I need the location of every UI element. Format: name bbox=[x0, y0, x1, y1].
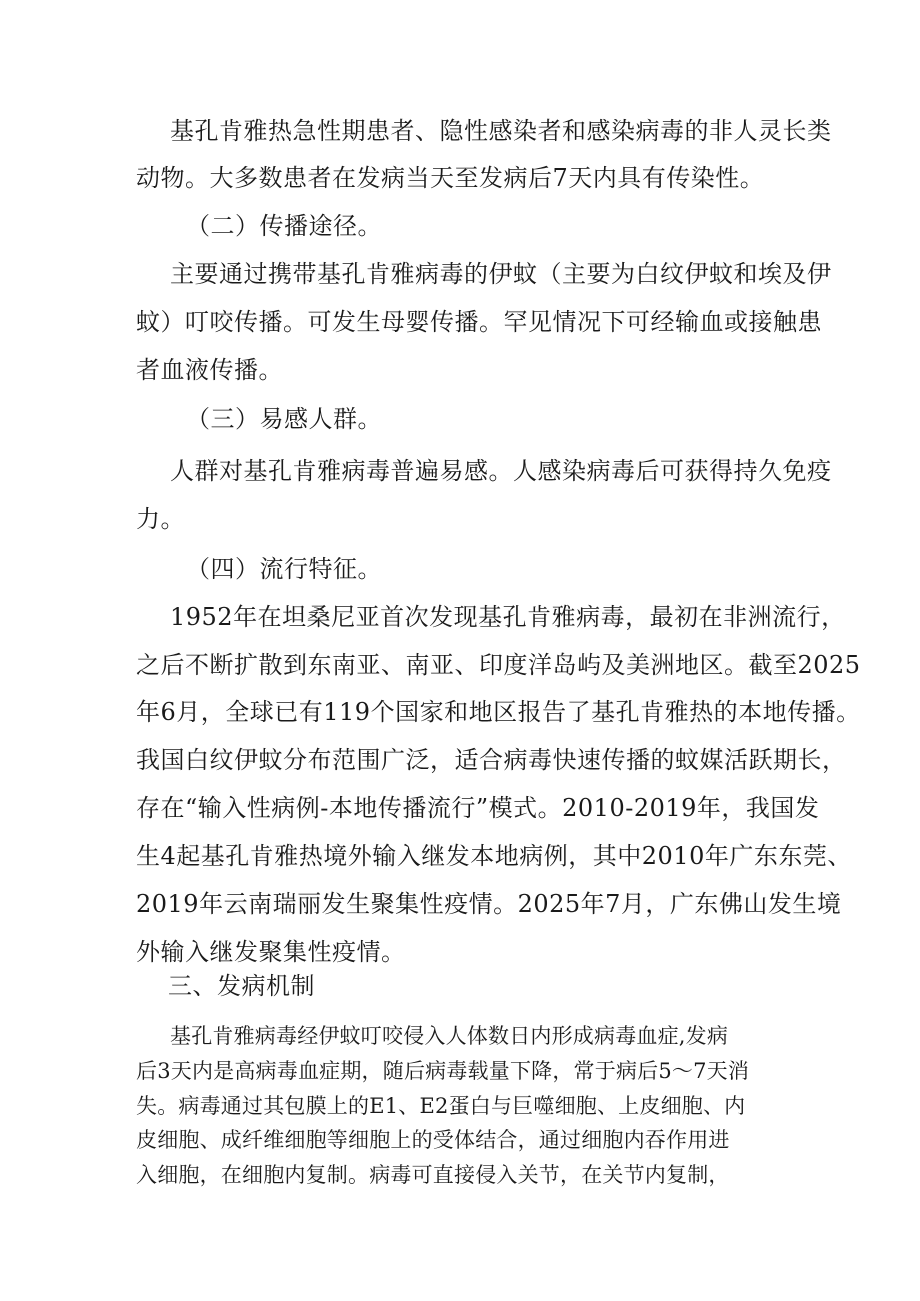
paragraph-epidemic-line-6: 生4起基孔肯雅热境外输入继发本地病例，其中2010年广东东莞、 bbox=[136, 842, 852, 870]
paragraph-transmission-line-1: 主要通过携带基孔肯雅病毒的伊蚊（主要为白纹伊蚊和埃及伊 bbox=[170, 260, 832, 288]
paragraph-transmission-line-3: 者血液传播。 bbox=[136, 356, 283, 384]
paragraph-epidemic-line-4: 我国白纹伊蚊分布范围广泛，适合病毒快速传播的蚊媒活跃期长， bbox=[136, 746, 847, 774]
paragraph-transmission-line-2: 蚊）叮咬传播。可发生母婴传播。罕见情况下可经输血或接触患 bbox=[136, 308, 822, 336]
paragraph-epidemic-line-5: 存在“输入性病例-本地传播流行”模式。2010-2019年，我国发 bbox=[136, 794, 820, 822]
paragraph-pathogenesis-line-3: 失。病毒通过其包膜上的E1、E2蛋白与巨噬细胞、上皮细胞、内 bbox=[136, 1094, 746, 1118]
paragraph-pathogenesis-line-4: 皮细胞、成纤维细胞等细胞上的受体结合，通过细胞内吞作用进 bbox=[136, 1128, 730, 1152]
paragraph-source-line-2: 动物。大多数患者在发病当天至发病后7天内具有传染性。 bbox=[136, 164, 765, 192]
paragraph-source-line-1: 基孔肯雅热急性期患者、隐性感染者和感染病毒的非人灵长类 bbox=[170, 117, 832, 145]
paragraph-epidemic-line-7: 2019年云南瑞丽发生聚集性疫情。2025年7月，广东佛山发生境 bbox=[136, 890, 842, 918]
paragraph-pathogenesis-line-1: 基孔肯雅病毒经伊蚊叮咬侵入人体数日内形成病毒血症,发病 bbox=[170, 1024, 729, 1048]
paragraph-susceptible-line-2: 力。 bbox=[136, 505, 185, 533]
paragraph-pathogenesis-line-2: 后3天内是高病毒血症期，随后病毒载量下降，常于病后5～7天消 bbox=[136, 1059, 750, 1083]
paragraph-pathogenesis-line-5: 入细胞，在细胞内复制。病毒可直接侵入关节，在关节内复制， bbox=[136, 1163, 730, 1187]
paragraph-epidemic-line-2: 之后不断扩散到东南亚、南亚、印度洋岛屿及美洲地区。截至2025 bbox=[136, 651, 861, 679]
paragraph-susceptible-line-1: 人群对基孔肯雅病毒普遍易感。人感染病毒后可获得持久免疫 bbox=[170, 457, 832, 485]
heading-susceptible: （三）易感人群。 bbox=[186, 405, 382, 433]
heading-epidemic: （四）流行特征。 bbox=[186, 555, 382, 583]
paragraph-epidemic-line-3: 年6月，全球已有119个国家和地区报告了基孔肯雅热的本地传播。 bbox=[136, 698, 861, 726]
section-title-pathogenesis: 三、发病机制 bbox=[168, 972, 315, 1000]
paragraph-epidemic-line-8: 外输入继发聚集性疫情。 bbox=[136, 938, 406, 966]
paragraph-epidemic-line-1: 1952年在坦桑尼亚首次发现基孔肯雅病毒，最初在非洲流行， bbox=[170, 603, 846, 631]
heading-transmission: （二）传播途径。 bbox=[186, 212, 382, 240]
